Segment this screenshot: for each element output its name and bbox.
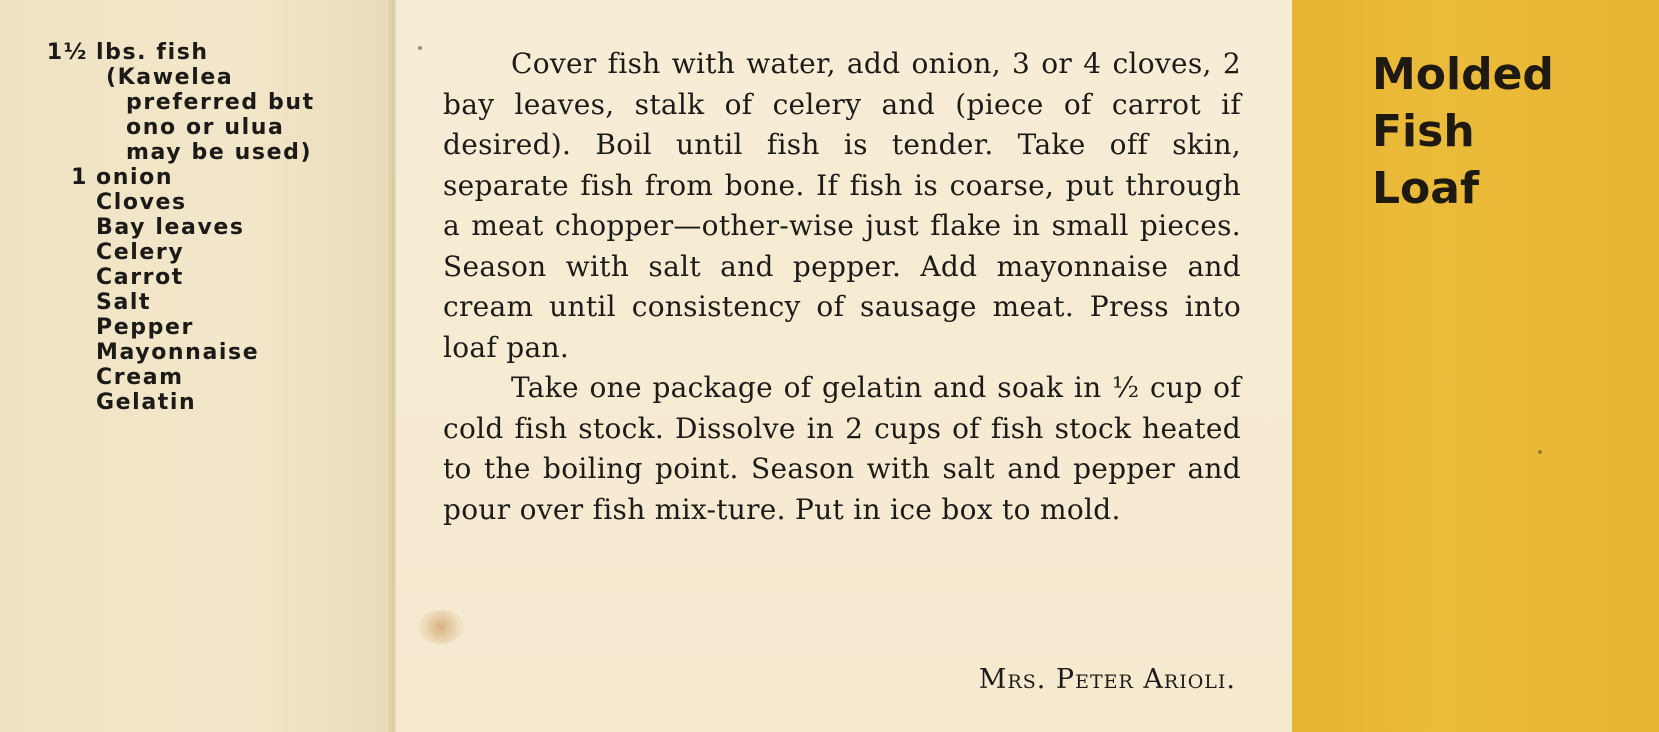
- paper-stain: [418, 610, 464, 644]
- ingredient-name: Celery: [96, 240, 185, 265]
- ingredient-quantity: [28, 340, 96, 365]
- ingredient-row: [28, 215, 315, 240]
- ingredient-name: Salt: [96, 290, 152, 315]
- ingredient-row: [28, 240, 315, 265]
- title-line: Fish: [1372, 106, 1475, 157]
- ingredient-row: [28, 265, 315, 290]
- ingredient-name: Pepper: [96, 315, 194, 340]
- ingredient-quantity: [28, 215, 96, 240]
- ingredient-quantity: [28, 90, 96, 115]
- ingredient-row: [28, 115, 315, 140]
- ingredient-quantity: [28, 265, 96, 290]
- paper-speck: [418, 46, 422, 50]
- ingredient-quantity: [28, 65, 96, 90]
- title-line: Molded: [1372, 49, 1554, 100]
- ingredient-name: Cloves: [96, 190, 187, 215]
- ingredient-quantity: [28, 390, 96, 415]
- ingredient-quantity: [28, 190, 96, 215]
- ingredient-quantity: [28, 290, 96, 315]
- ingredient-name: may be used): [126, 140, 313, 165]
- ingredient-name: Bay leaves: [96, 215, 245, 240]
- ingredient-quantity: 1: [71, 165, 88, 190]
- ingredient-row: [28, 315, 315, 340]
- ingredient-name: Gelatin: [96, 390, 197, 415]
- recipe-author: Mrs. Peter Arioli.: [978, 664, 1236, 695]
- ingredient-name: Cream: [96, 365, 184, 390]
- ingredient-list: [28, 40, 315, 415]
- ingredient-row: [28, 190, 315, 215]
- ingredient-quantity: [28, 115, 96, 140]
- ingredient-row: [28, 290, 315, 315]
- title-line: Loaf: [1372, 163, 1480, 214]
- recipe-title: [1372, 46, 1554, 217]
- ingredient-name: Carrot: [96, 265, 184, 290]
- ingredient-quantity: [28, 365, 96, 390]
- ingredient-row: [28, 40, 315, 65]
- ingredient-row: [28, 90, 315, 115]
- ingredient-row: [28, 390, 315, 415]
- ingredient-row: [28, 140, 315, 165]
- ingredient-name: onion: [96, 165, 174, 190]
- ingredients-panel: [0, 0, 392, 732]
- ingredient-quantity: [28, 240, 96, 265]
- instructions-paragraph: Take one package of gelatin and soak in ½ cup of cold fish stock. Dissolve in 2 cups of fish stock heated to the boiling point. Season with salt and pepper and pour over fish mix-ture. Put in ice box to mold.: [443, 371, 1241, 526]
- ingredient-name: preferred but: [126, 90, 315, 115]
- ingredient-name: ono or ulua: [126, 115, 285, 140]
- instructions-paragraph: Cover fish with water, add onion, 3 or 4 cloves, 2 bay leaves, stalk of celery and (piece of carrot if desired). Boil until fish is tender. Take off skin, separate fish from bone. If fish is coarse, put through a meat chopper—other-wise just flake in small pieces. Season with salt and pepper. Add mayonnaise and cream until consistency of sausage meat. Press into loaf pan.: [443, 47, 1241, 364]
- ingredient-name: Mayonnaise: [96, 340, 260, 365]
- ingredient-row: [28, 165, 315, 190]
- ingredient-name: lbs. fish: [96, 40, 209, 65]
- ingredient-quantity: [28, 140, 96, 165]
- recipe-instructions: [443, 44, 1241, 530]
- paper-speck: [1538, 450, 1542, 454]
- ingredient-row: [28, 340, 315, 365]
- ingredient-name: (Kawelea: [106, 65, 234, 90]
- ingredient-quantity: 1½: [46, 40, 88, 65]
- ingredient-row: [28, 365, 315, 390]
- ingredient-quantity: [28, 315, 96, 340]
- ingredient-row: [28, 65, 315, 90]
